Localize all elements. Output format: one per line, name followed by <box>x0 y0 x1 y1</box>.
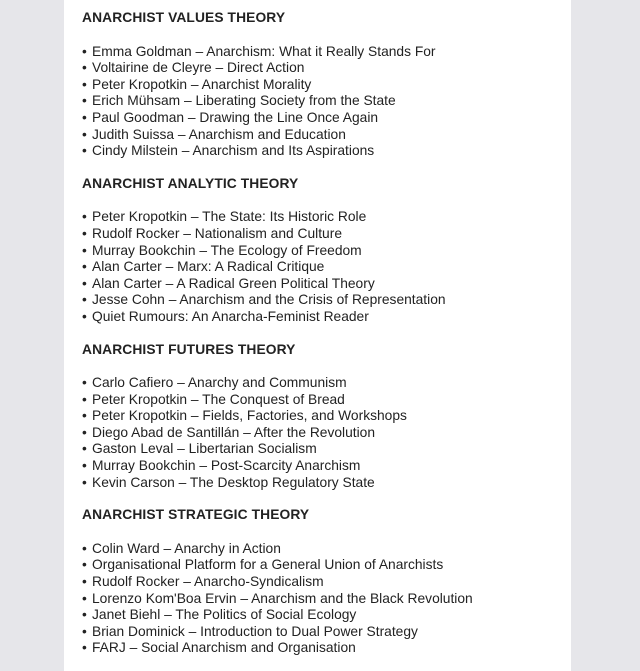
list-item <box>82 441 562 458</box>
list-item-text: Murray Bookchin – Post-Scarcity Anarchism <box>92 458 361 474</box>
bullet-icon: • <box>82 242 87 258</box>
list-item-text: Alan Carter – A Radical Green Political Theory <box>92 275 375 291</box>
list-item-text: Peter Kropotkin – Anarchist Morality <box>92 76 312 92</box>
list-item <box>82 127 562 144</box>
list-item-text: Gaston Leval – Libertarian Socialism <box>92 441 317 457</box>
list-item-text: Emma Goldman – Anarchism: What it Really Stands For <box>92 43 436 59</box>
bullet-icon: • <box>82 458 87 474</box>
list-item-text: Diego Abad de Santillán – After the Revolution <box>92 424 376 440</box>
list-item <box>82 458 562 475</box>
list-item <box>82 475 562 492</box>
list-item <box>82 77 562 94</box>
list-item-text: Erich Mühsam – Liberating Society from the State <box>92 93 396 109</box>
list-item-text: Kevin Carson – The Desktop Regulatory State <box>92 474 375 490</box>
list-item-text: Murray Bookchin – The Ecology of Freedom <box>92 242 362 258</box>
list-item <box>82 392 562 409</box>
list-item <box>82 574 562 591</box>
bullet-icon: • <box>82 292 87 308</box>
bullet-icon: • <box>82 43 87 59</box>
list-item-text: Colin Ward – Anarchy in Action <box>92 540 281 556</box>
bullet-icon: • <box>82 557 87 573</box>
list-item-text: Lorenzo Kom'Boa Ervin – Anarchism and the Black Revolution <box>92 590 473 606</box>
bullet-icon: • <box>82 126 87 142</box>
reading-list <box>82 10 562 657</box>
bullet-icon: • <box>82 275 87 291</box>
bullet-icon: • <box>82 60 87 76</box>
bullet-icon: • <box>82 225 87 241</box>
section-analytic-theory <box>82 176 562 326</box>
list-item-text: Peter Kropotkin – The Conquest of Bread <box>92 391 345 407</box>
section-heading: ANARCHIST STRATEGIC THEORY <box>82 507 310 523</box>
list-item-text: Jesse Cohn – Anarchism and the Crisis of Representation <box>92 292 446 308</box>
list-item <box>82 243 562 260</box>
bullet-icon: • <box>82 408 87 424</box>
list-item <box>82 408 562 425</box>
bullet-icon: • <box>82 93 87 109</box>
bullet-icon: • <box>82 259 87 275</box>
list-item-text: Cindy Milstein – Anarchism and Its Aspirations <box>92 143 375 159</box>
list-item <box>82 624 562 641</box>
list-item-text: Janet Biehl – The Politics of Social Ecology <box>92 607 357 623</box>
list-item-text: Quiet Rumours: An Anarcha-Feminist Reader <box>92 308 369 324</box>
book-list <box>82 375 562 491</box>
book-list <box>82 541 562 657</box>
bullet-icon: • <box>82 607 87 623</box>
list-item-text: Organisational Platform for a General Union of Anarchists <box>92 557 444 573</box>
bullet-icon: • <box>82 375 87 391</box>
list-item <box>82 110 562 127</box>
list-item <box>82 591 562 608</box>
list-item <box>82 541 562 558</box>
section-heading: ANARCHIST VALUES THEORY <box>82 10 286 25</box>
list-item <box>82 557 562 574</box>
bullet-icon: • <box>82 540 87 556</box>
document-page <box>64 0 571 671</box>
book-list <box>82 44 562 160</box>
book-list <box>82 209 562 325</box>
list-item-text: Voltairine de Cleyre – Direct Action <box>92 60 305 76</box>
bullet-icon: • <box>82 474 87 490</box>
bullet-icon: • <box>82 76 87 92</box>
bullet-icon: • <box>82 640 87 656</box>
list-item <box>82 60 562 77</box>
list-item <box>82 93 562 110</box>
list-item <box>82 292 562 309</box>
bullet-icon: • <box>82 209 87 225</box>
list-item <box>82 226 562 243</box>
bullet-icon: • <box>82 391 87 407</box>
bullet-icon: • <box>82 590 87 606</box>
section-values-theory <box>82 10 562 160</box>
list-item-text: Paul Goodman – Drawing the Line Once Again <box>92 109 379 125</box>
list-item <box>82 425 562 442</box>
list-item-text: Brian Dominick – Introduction to Dual Power Strategy <box>92 623 418 639</box>
list-item-text: Peter Kropotkin – Fields, Factories, and Workshops <box>92 408 407 424</box>
list-item-text: Carlo Cafiero – Anarchy and Communism <box>92 375 347 391</box>
list-item-text: FARJ – Social Anarchism and Organisation <box>92 640 356 656</box>
list-item <box>82 44 562 61</box>
list-item-text: Alan Carter – Marx: A Radical Critique <box>92 259 325 275</box>
list-item <box>82 209 562 226</box>
list-item-text: Rudolf Rocker – Nationalism and Culture <box>92 225 342 241</box>
bullet-icon: • <box>82 574 87 590</box>
list-item <box>82 309 562 326</box>
list-item-text: Peter Kropotkin – The State: Its Historic Role <box>92 209 367 225</box>
bullet-icon: • <box>82 143 87 159</box>
list-item-text: Judith Suissa – Anarchism and Education <box>92 126 346 142</box>
bullet-icon: • <box>82 441 87 457</box>
section-futures-theory <box>82 342 562 492</box>
bullet-icon: • <box>82 109 87 125</box>
bullet-icon: • <box>82 308 87 324</box>
list-item <box>82 607 562 624</box>
list-item <box>82 375 562 392</box>
section-strategic-theory <box>82 507 562 657</box>
list-item <box>82 143 562 160</box>
list-item <box>82 276 562 293</box>
list-item-text: Rudolf Rocker – Anarcho-Syndicalism <box>92 574 324 590</box>
section-heading: ANARCHIST FUTURES THEORY <box>82 341 296 357</box>
list-item <box>82 640 562 657</box>
section-heading: ANARCHIST ANALYTIC THEORY <box>82 175 299 191</box>
list-item <box>82 259 562 276</box>
bullet-icon: • <box>82 424 87 440</box>
bullet-icon: • <box>82 623 87 639</box>
